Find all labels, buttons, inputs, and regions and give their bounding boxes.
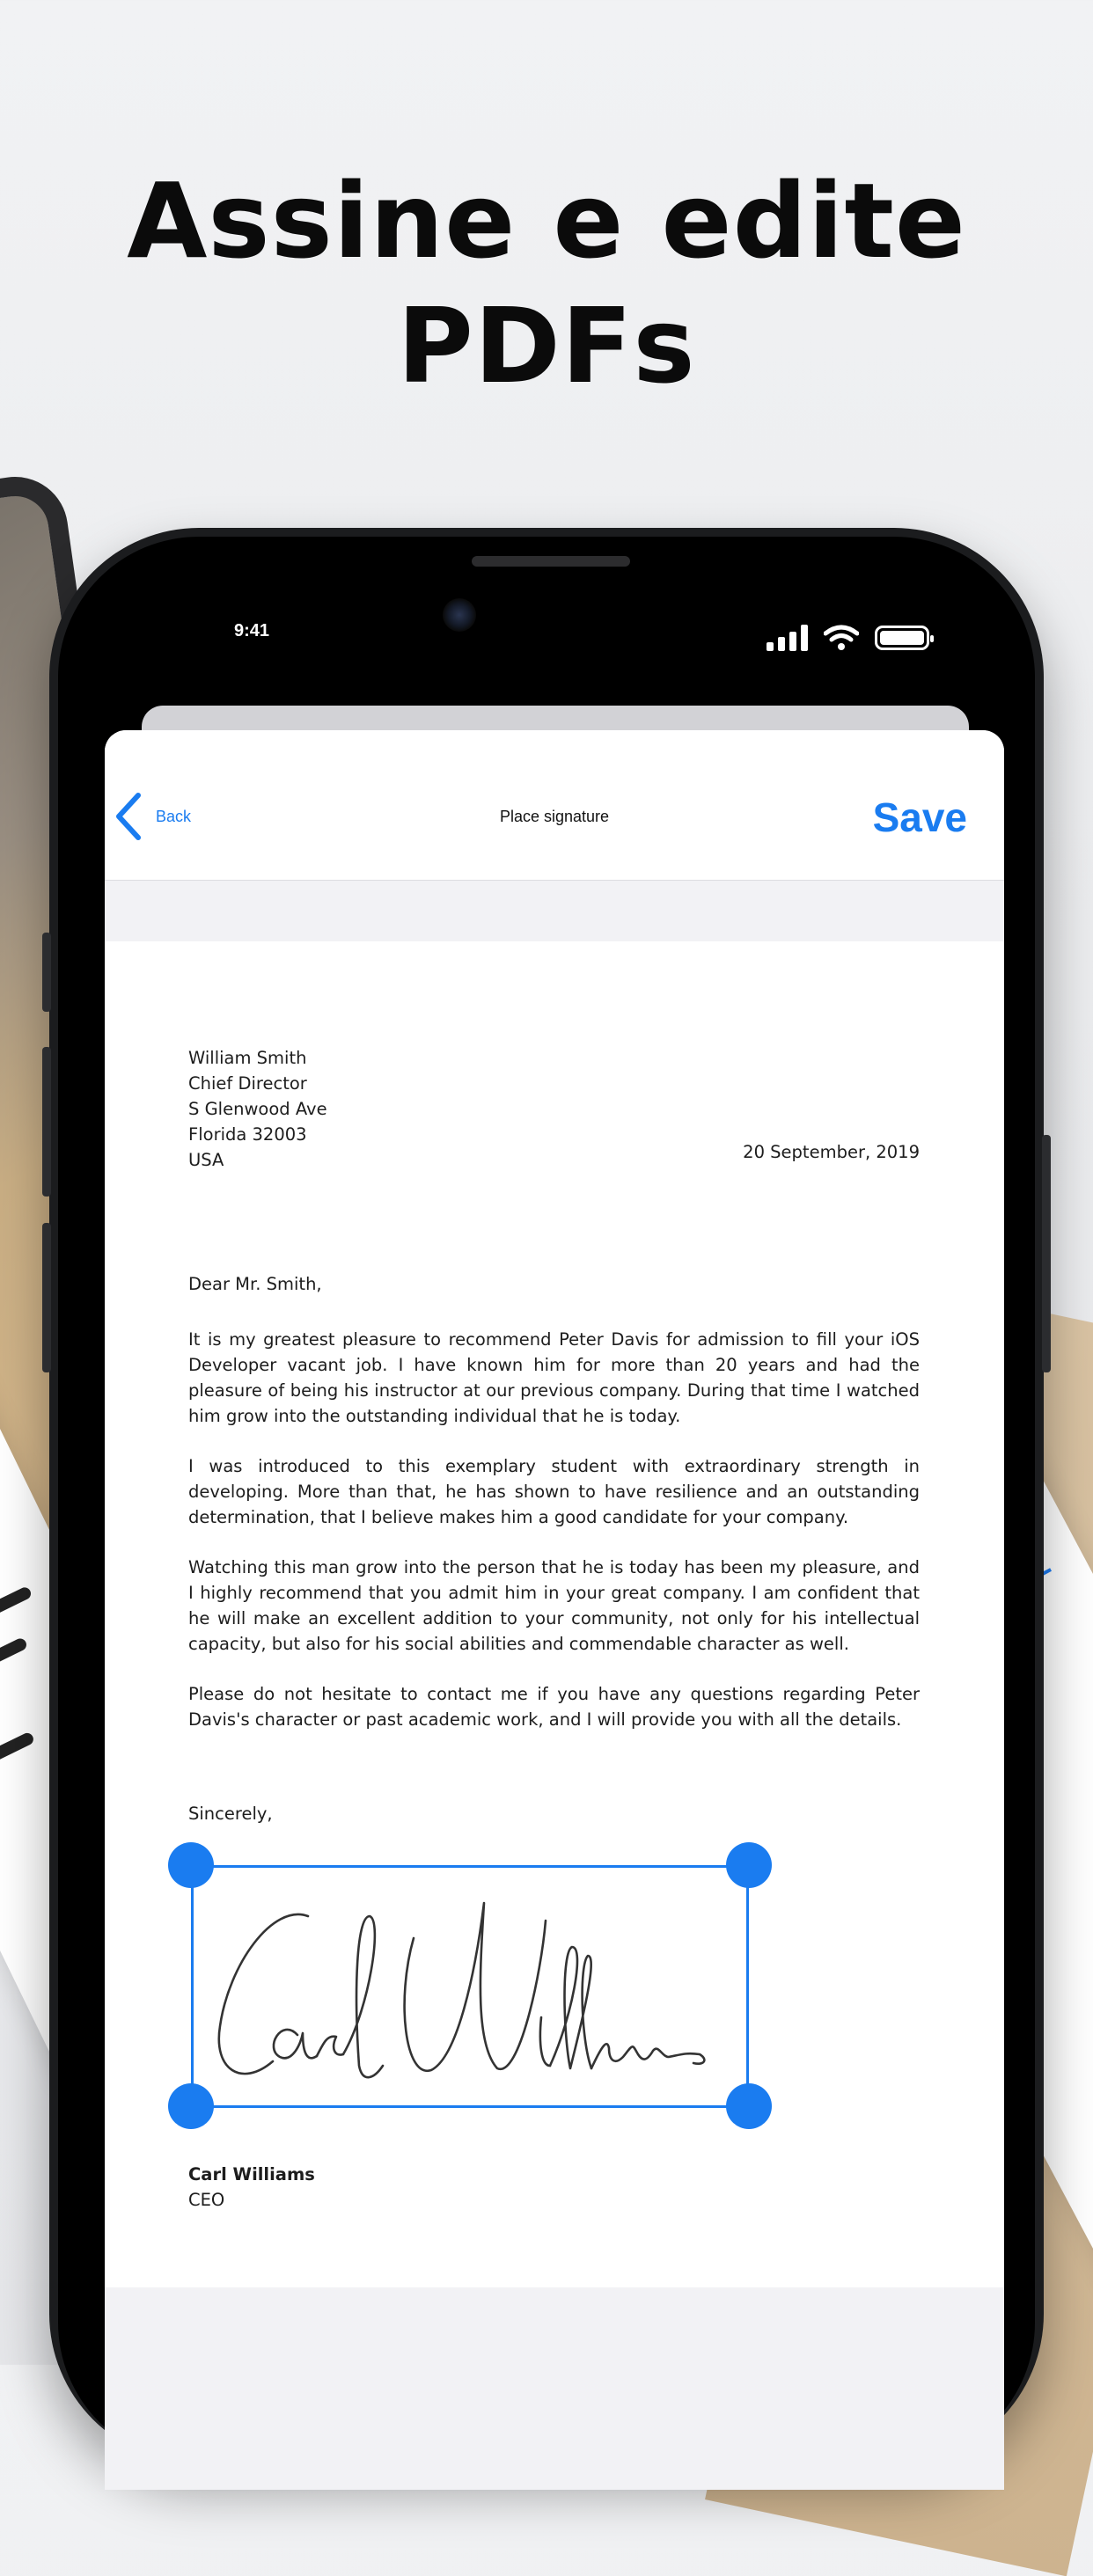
earpiece-speaker — [472, 556, 630, 567]
resize-handle-top-right[interactable] — [726, 1842, 772, 1888]
handwritten-signature — [194, 1868, 746, 2105]
power-button — [1042, 1135, 1051, 1372]
resize-handle-bottom-left[interactable] — [168, 2083, 214, 2129]
letter-paragraph: Watching this man grow into the person that he is today has been my pleasure, and I highly recommend that you admit him in your great company. I am confident that he will make an excellent addition to your community, not only for his intellectual capacity, but also for his social abilities and commendable character as well. — [188, 1557, 920, 1654]
volume-up-button — [42, 1047, 51, 1197]
front-camera — [443, 598, 476, 632]
sender-line: Chief Director — [188, 1073, 307, 1094]
resize-handle-bottom-right[interactable] — [726, 2083, 772, 2129]
text-scribble — [0, 1731, 35, 1785]
letter-paragraph: I was introduced to this exemplary student with extraordinary strength in developing. More than that, he has shown to have resilience and an outstanding determination, that I believe makes him a good candidate for your company. — [188, 1456, 920, 1527]
signer-title: CEO — [188, 2190, 225, 2210]
navigation-bar — [105, 730, 1004, 881]
letter-closing: Sincerely, — [188, 1804, 273, 1824]
phone-mockup — [49, 528, 1044, 2463]
sender-line: USA — [188, 1150, 224, 1170]
sender-line: Florida 32003 — [188, 1124, 307, 1145]
headline-line-1: Assine e edite — [127, 160, 966, 282]
status-time: 9:41 — [234, 621, 270, 640]
sender-line: William Smith — [188, 1048, 307, 1068]
pdf-document-page — [105, 941, 1004, 2287]
letter-salutation: Dear Mr. Smith, — [188, 1274, 322, 1294]
headline-line-2: PDFs — [397, 285, 696, 406]
letter-date: 20 September, 2019 — [743, 1142, 920, 1162]
status-icons — [767, 625, 929, 651]
cellular-signal-icon — [767, 625, 808, 651]
letter-paragraph: It is my greatest pleasure to recommend Peter Davis for admission to fill your iOS Developer vacant job. I have known him for more than 20 years and had the pleasure of being his instructor at our previous company. During that time I watched him grow into the outstanding individual that he is today. — [188, 1329, 920, 1426]
battery-icon — [875, 626, 929, 650]
resize-handle-top-left[interactable] — [168, 1842, 214, 1888]
letter-paragraph: Please do not hesitate to contact me if you have any questions regarding Peter Davis's character or past academic work, and I will provide you with all the details. — [188, 1684, 920, 1730]
signature-selection-box[interactable] — [191, 1865, 749, 2108]
sender-line: S Glenwood Ave — [188, 1099, 327, 1119]
page-title: Place signature — [499, 808, 610, 825]
volume-down-button — [42, 1223, 51, 1372]
signer-name: Carl Williams — [188, 2164, 315, 2184]
text-scribble — [0, 1636, 28, 1705]
wifi-icon — [824, 625, 859, 651]
back-label: Back — [156, 807, 192, 825]
phone-display — [58, 537, 1035, 2463]
mute-switch — [42, 933, 51, 1012]
app-screen — [105, 730, 1004, 2490]
marketing-headline — [0, 158, 1093, 408]
sender-address — [188, 1045, 327, 1173]
save-button[interactable]: Save — [872, 794, 967, 840]
